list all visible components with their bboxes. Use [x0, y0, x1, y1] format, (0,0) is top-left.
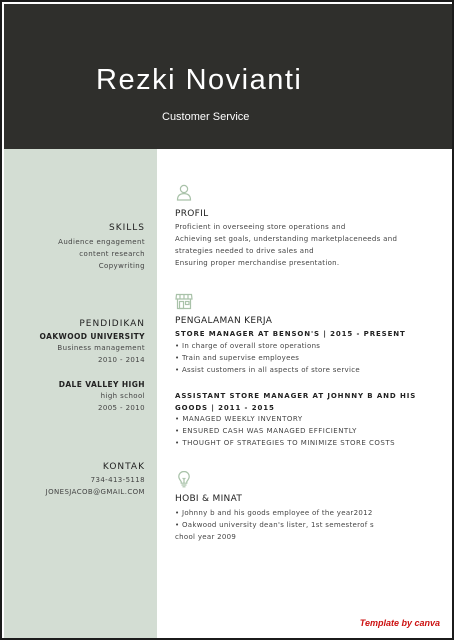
job-bullet: • MANAGED WEEKLY INVENTORY: [175, 415, 303, 423]
skill-item: content research: [79, 250, 145, 258]
education-field: Business management: [57, 344, 145, 352]
hobby-line: • Oakwood university dean's lister, 1st semesterof s: [175, 521, 374, 529]
education-heading: PENDIDIKAN: [79, 319, 145, 329]
profile-line: Achieving set goals, understanding marketplaceneeds and: [175, 235, 398, 243]
profile-heading: PROFIL: [175, 209, 209, 219]
candidate-name: Rezki Novianti: [96, 64, 303, 96]
skill-item: Copywriting: [98, 262, 145, 270]
experience-heading: PENGALAMAN KERJA: [175, 316, 273, 326]
hobby-line: • Johnny b and his goods employee of the year2012: [175, 509, 373, 517]
profile-line: Proficient in overseeing store operations and: [175, 223, 346, 231]
job-title: ASSISTANT STORE MANAGER AT JOHNNY B AND HIS: [175, 392, 417, 400]
contact-heading: KONTAK: [102, 462, 145, 472]
profile-line: Ensuring proper merchandise presentation.: [175, 259, 340, 267]
job-bullet: • THOUGHT OF STRATEGIES TO MINIMIZE STORE COSTS: [175, 439, 396, 447]
candidate-title: Customer Service: [162, 111, 250, 123]
education-school: OAKWOOD UNIVERSITY: [39, 332, 145, 341]
hobby-line: chool year 2009: [175, 533, 237, 541]
profile-line: strategies needed to drive sales and: [175, 247, 314, 255]
job-bullet: • Assist customers in all aspects of store service: [175, 366, 360, 374]
job-bullet: • ENSURED CASH WAS MANAGED EFFICIENTLY: [175, 427, 357, 435]
contact-email: JONESJACOB@GMAIL.COM: [45, 488, 145, 496]
job-title: STORE MANAGER AT BENSON'S | 2015 - PRESENT: [175, 330, 406, 338]
lightbulb-icon: [175, 470, 193, 488]
skills-heading: SKILLS: [108, 223, 145, 233]
education-years: 2010 - 2014: [97, 356, 145, 364]
template-watermark: Template by canva: [359, 618, 440, 628]
hobbies-heading: HOBI & MINAT: [175, 494, 243, 504]
education-years: 2005 - 2010: [97, 404, 145, 412]
user-icon: [175, 183, 193, 201]
contact-phone: 734-413-5118: [90, 476, 145, 484]
skill-item: Audience engagement: [58, 238, 145, 246]
job-bullet: • In charge of overall store operations: [175, 342, 321, 350]
education-field: high school: [100, 392, 145, 400]
job-bullet: • Train and supervise employees: [175, 354, 300, 362]
education-school: DALE VALLEY HIGH: [58, 380, 145, 389]
header-banner: [4, 4, 454, 149]
job-title: GOODS | 2011 - 2015: [175, 404, 275, 412]
store-icon: [175, 292, 193, 310]
